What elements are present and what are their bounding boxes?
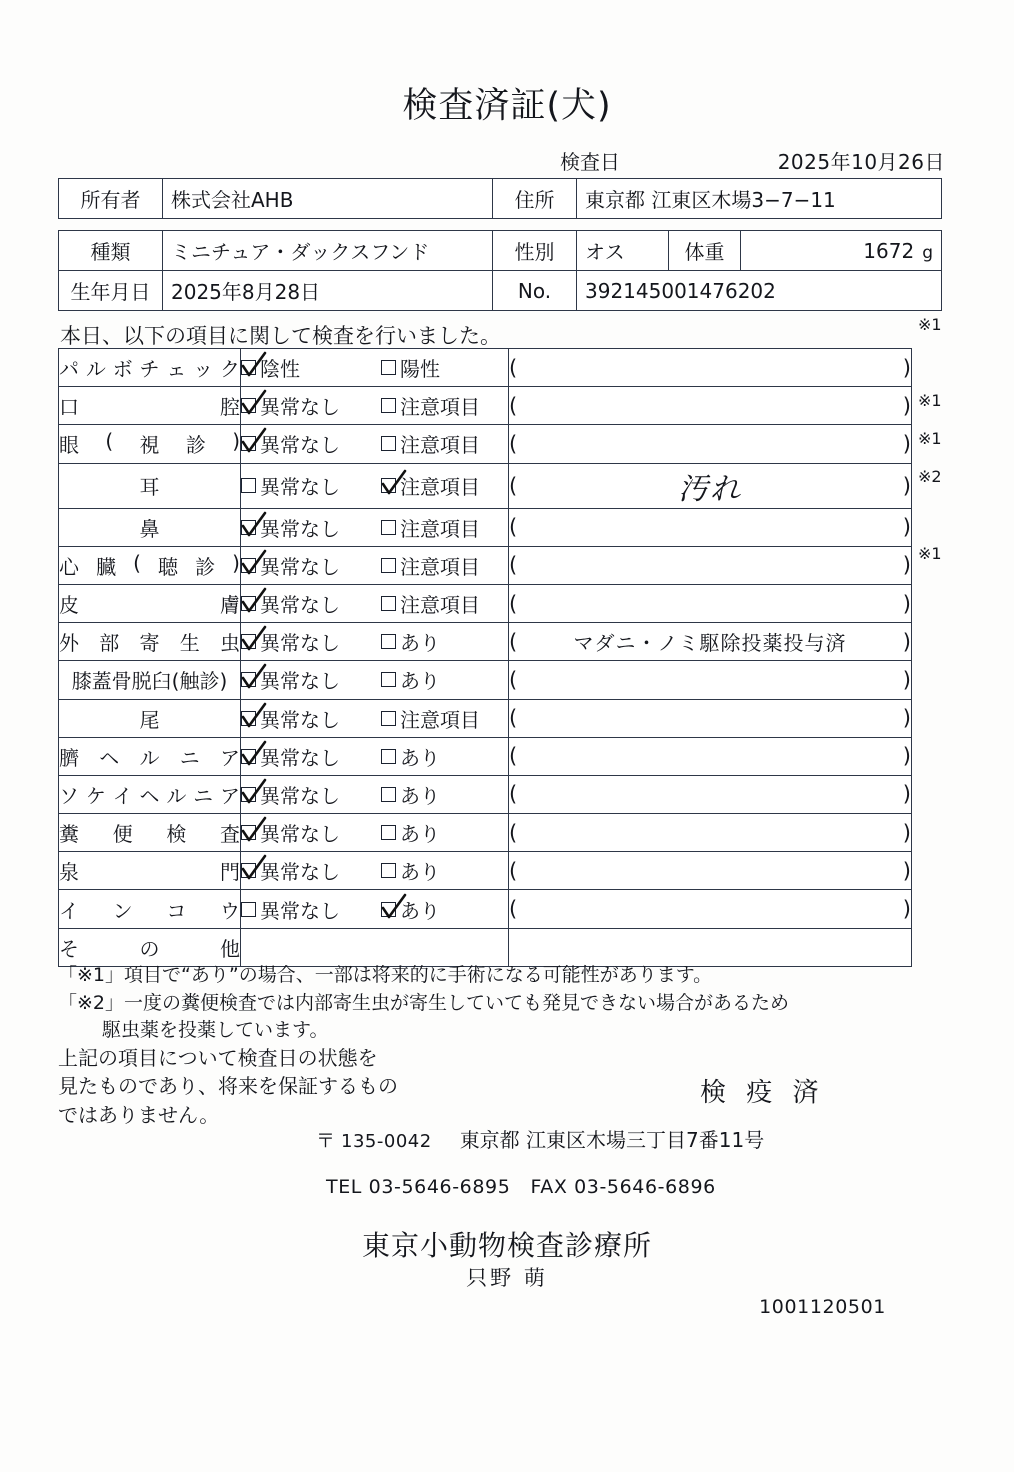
checklist-options xyxy=(241,623,509,661)
animal-info-table xyxy=(58,230,942,311)
checkbox-option-2-label: 注意項目 xyxy=(400,395,480,420)
weight-label: 体重 xyxy=(669,231,741,271)
checkbox-option-2-label: あり xyxy=(400,783,440,808)
paren-close: ) xyxy=(902,744,911,769)
checkbox-option-1[interactable] xyxy=(241,471,381,500)
checklist-note-cell xyxy=(509,814,912,852)
checklist-note-cell xyxy=(509,661,912,699)
no-value: 392145001476202 xyxy=(577,271,942,311)
dob-value: 2025年8月28日 xyxy=(163,271,493,311)
checklist-item-label: イ ン コ ウ xyxy=(59,890,241,928)
asterisk-mark xyxy=(916,76,986,114)
checklist-row xyxy=(59,349,912,387)
asterisk-mark: ※1 xyxy=(918,543,942,563)
inspection-date-label: 検査日 xyxy=(560,150,620,174)
checkbox-option-2-label: 注意項目 xyxy=(400,554,480,579)
note-parentheses xyxy=(509,432,911,456)
checkbox-icon[interactable] xyxy=(241,902,256,917)
checkbox-icon[interactable] xyxy=(381,478,396,493)
checkbox-option-1-label: 陰性 xyxy=(260,357,300,382)
paren-open: ( xyxy=(509,820,518,845)
breed-label: 種類 xyxy=(59,231,163,271)
checklist-row xyxy=(59,852,912,890)
checklist-item-label: ソ ケ イ ヘ ル ニ ア xyxy=(59,775,241,813)
checklist-item-label: 眼 ( 視 診 ) xyxy=(59,425,241,463)
checkbox-option-2-label: あり xyxy=(400,860,440,885)
postal-mark-icon: 〒 xyxy=(316,1130,336,1152)
footnote-2-line-1: 「※2」一度の糞便検査では内部寄生虫が寄生していても発見できない場合があるため xyxy=(58,991,790,1014)
checkbox-icon[interactable] xyxy=(381,825,396,840)
checkbox-option-2[interactable] xyxy=(381,856,440,885)
checkbox-icon[interactable] xyxy=(241,711,256,726)
checkbox-option-1-label: 異常なし xyxy=(260,783,340,808)
checkbox-icon[interactable] xyxy=(241,749,256,764)
checklist-note-cell xyxy=(509,508,912,546)
checklist-note-cell xyxy=(509,623,912,661)
checkbox-icon[interactable] xyxy=(381,749,396,764)
weight-value-cell xyxy=(741,231,942,271)
checkbox-option-2-label: 注意項目 xyxy=(400,475,480,500)
paren-close: ) xyxy=(902,515,911,540)
checklist-note-cell xyxy=(509,463,912,508)
checklist-item-label: 外 部 寄 生 虫 xyxy=(59,623,241,661)
paren-open: ( xyxy=(509,897,518,922)
checkbox-option-2[interactable] xyxy=(381,471,480,500)
checkbox-icon[interactable] xyxy=(241,863,256,878)
note-parentheses xyxy=(509,782,911,806)
paren-close: ) xyxy=(902,667,911,692)
checklist-options xyxy=(241,387,509,425)
checklist-note-cell xyxy=(509,425,912,463)
paren-open: ( xyxy=(509,553,518,578)
checkbox-option-1-label: 異常なし xyxy=(260,822,340,847)
clinic-address-line xyxy=(316,1124,764,1153)
paren-open: ( xyxy=(509,629,518,654)
checklist-row xyxy=(59,928,912,966)
note-parentheses xyxy=(509,706,911,730)
checklist-options xyxy=(241,349,509,387)
checkbox-icon[interactable] xyxy=(381,398,396,413)
paren-open: ( xyxy=(509,591,518,616)
checkbox-icon[interactable] xyxy=(381,863,396,878)
checkbox-option-1-label: 異常なし xyxy=(260,707,340,732)
paren-close: ) xyxy=(902,473,911,498)
checkbox-icon[interactable] xyxy=(241,520,256,535)
checkbox-option-2[interactable] xyxy=(381,391,480,420)
checkbox-option-2-label: 注意項目 xyxy=(400,707,480,732)
note-parentheses xyxy=(509,553,911,577)
checkbox-option-2[interactable] xyxy=(381,627,440,656)
note-parentheses xyxy=(509,592,911,616)
address-label: 住所 xyxy=(493,179,577,219)
checklist-item-label: 尾 xyxy=(59,699,241,737)
checkbox-icon[interactable] xyxy=(381,596,396,611)
note-text: マダニ・ノミ駆除投薬投与済 xyxy=(573,631,847,656)
checkbox-icon[interactable] xyxy=(241,787,256,802)
checklist-options xyxy=(241,463,509,508)
checkbox-option-1-label: 異常なし xyxy=(260,554,340,579)
checkbox-option-1[interactable] xyxy=(241,627,381,656)
checkbox-option-1[interactable] xyxy=(241,353,381,382)
sex-value: オス xyxy=(577,231,669,271)
asterisk-mark: ※1 xyxy=(918,429,942,449)
checkbox-option-1-label: 異常なし xyxy=(260,631,340,656)
paren-open: ( xyxy=(509,355,518,380)
checklist-item-label: 膝蓋骨脱臼(触診) xyxy=(59,661,241,699)
checkbox-option-2[interactable] xyxy=(381,589,480,618)
disclaimer-line-2: 見たものであり、将来を保証するもの xyxy=(58,1074,398,1099)
checklist-item-label: 泉 門 xyxy=(59,852,241,890)
checklist-row xyxy=(59,737,912,775)
checkbox-option-2[interactable] xyxy=(381,551,480,580)
checklist-options xyxy=(241,425,509,463)
checklist-note-cell xyxy=(509,928,912,966)
asterisk-mark: ※1 xyxy=(918,390,942,410)
footnotes xyxy=(58,962,958,1045)
checkbox-icon[interactable] xyxy=(241,436,256,451)
asterisk-mark-column xyxy=(916,0,986,611)
checklist-item-label: 耳 xyxy=(59,463,241,508)
note-parentheses xyxy=(509,744,911,768)
checklist-row xyxy=(59,814,912,852)
weight-value: 1672 xyxy=(863,238,915,263)
checkbox-option-1[interactable] xyxy=(241,429,381,458)
paren-open: ( xyxy=(509,473,518,498)
checkbox-option-2-label: あり xyxy=(400,822,440,847)
checkbox-option-2-label: 注意項目 xyxy=(400,433,480,458)
checkbox-icon[interactable] xyxy=(241,596,256,611)
checklist-row xyxy=(59,463,912,508)
checklist-item-label: 鼻 xyxy=(59,508,241,546)
checklist-options xyxy=(241,928,509,966)
checkbox-option-1-label: 異常なし xyxy=(260,593,340,618)
note-parentheses xyxy=(509,464,911,508)
checkbox-option-1-label: 異常なし xyxy=(260,395,340,420)
checklist-options xyxy=(241,852,509,890)
note-parentheses xyxy=(509,897,911,921)
checkbox-option-2[interactable] xyxy=(381,780,440,809)
checkbox-option-1[interactable] xyxy=(241,665,381,694)
checklist-item-label: そ の 他 xyxy=(59,928,241,966)
paren-open: ( xyxy=(509,393,518,418)
checklist-row xyxy=(59,387,912,425)
asterisk-mark xyxy=(916,229,986,267)
checkbox-option-2-label: 陽性 xyxy=(400,357,440,382)
checkbox-icon[interactable] xyxy=(241,825,256,840)
asterisk-mark xyxy=(916,0,986,38)
paren-close: ) xyxy=(902,553,911,578)
asterisk-mark: ※2 xyxy=(918,467,942,487)
checkbox-option-2[interactable] xyxy=(381,665,440,694)
checkbox-option-1[interactable] xyxy=(241,704,381,733)
checkbox-icon[interactable] xyxy=(241,360,256,375)
checkbox-icon[interactable] xyxy=(381,634,396,649)
clinic-name: 東京小動物検査診療所 xyxy=(361,1229,652,1262)
checklist-options xyxy=(241,546,509,584)
checkbox-icon[interactable] xyxy=(381,711,396,726)
checkbox-option-1-label: 異常なし xyxy=(260,669,340,694)
quarantine-stamp: 検 疫 済 xyxy=(700,1078,825,1108)
checkbox-icon[interactable] xyxy=(241,478,256,493)
checkbox-option-2[interactable] xyxy=(381,353,440,382)
checklist-row xyxy=(59,661,912,699)
paren-close: ) xyxy=(902,591,911,616)
inspection-date-row xyxy=(560,146,945,175)
checklist-note-cell xyxy=(509,775,912,813)
checkbox-option-1[interactable] xyxy=(241,742,381,771)
checkbox-option-1[interactable] xyxy=(241,780,381,809)
checkbox-option-1-label: 異常なし xyxy=(260,860,340,885)
checklist-note-cell xyxy=(509,890,912,928)
checklist-options xyxy=(241,508,509,546)
paren-open: ( xyxy=(509,744,518,769)
checkbox-option-2[interactable] xyxy=(381,513,480,542)
checklist-row xyxy=(59,890,912,928)
checklist-options xyxy=(241,775,509,813)
checkbox-icon[interactable] xyxy=(381,787,396,802)
checkbox-option-2[interactable] xyxy=(381,895,440,924)
asterisk-mark xyxy=(916,496,986,534)
note-parentheses xyxy=(509,515,911,539)
asterisk-mark xyxy=(916,153,986,191)
checkbox-option-1-label: 異常なし xyxy=(260,516,340,541)
checklist-note-cell xyxy=(509,737,912,775)
dob-label: 生年月日 xyxy=(59,271,163,311)
checklist-item-label: 糞 便 検 査 xyxy=(59,814,241,852)
note-parentheses xyxy=(509,821,911,845)
checkbox-icon[interactable] xyxy=(381,436,396,451)
checkbox-option-1[interactable] xyxy=(241,391,381,420)
intro-sentence: 本日、以下の項目に関して検査を行いました。 xyxy=(60,324,501,348)
checklist-options xyxy=(241,890,509,928)
owner-label: 所有者 xyxy=(59,179,163,219)
paren-close: ) xyxy=(902,782,911,807)
paren-close: ) xyxy=(902,393,911,418)
checklist-row xyxy=(59,623,912,661)
document-number: 1001120501 xyxy=(759,1296,886,1318)
asterisk-mark: ※1 xyxy=(918,314,942,334)
checkbox-icon[interactable] xyxy=(241,672,256,687)
checkbox-option-2-label: あり xyxy=(400,898,440,923)
footnote-2-line-2: 駆虫薬を投薬しています。 xyxy=(102,1019,329,1042)
checklist-options xyxy=(241,737,509,775)
asterisk-mark xyxy=(916,267,986,305)
clinic-fax: FAX 03-5646-6896 xyxy=(530,1176,716,1198)
checklist-options xyxy=(241,699,509,737)
breed-value: ミニチュア・ダックスフンド xyxy=(163,231,493,271)
checkbox-option-1[interactable] xyxy=(241,895,381,924)
checklist-note-cell xyxy=(509,852,912,890)
checklist-row xyxy=(59,699,912,737)
paren-close: ) xyxy=(902,355,911,380)
checkbox-option-2[interactable] xyxy=(381,742,440,771)
paren-close: ) xyxy=(902,897,911,922)
checklist-table xyxy=(58,348,912,967)
checklist-note-cell xyxy=(509,546,912,584)
page-title: 検査済証(犬) xyxy=(402,86,612,126)
owner-name-value: 株式会社AHB xyxy=(163,179,493,219)
checkbox-option-2-label: あり xyxy=(400,631,440,656)
checkbox-option-1-label: 異常なし xyxy=(260,433,340,458)
checkbox-option-1[interactable] xyxy=(241,589,381,618)
disclaimer-text xyxy=(58,1044,488,1129)
no-label: No. xyxy=(493,271,577,311)
note-parentheses xyxy=(509,859,911,883)
owner-row xyxy=(59,179,942,219)
checklist-row xyxy=(59,546,912,584)
note-parentheses xyxy=(509,668,911,692)
checkbox-icon[interactable] xyxy=(241,634,256,649)
clinic-contact-line xyxy=(326,1176,716,1198)
checkbox-icon[interactable] xyxy=(381,558,396,573)
checklist-item-label: パ ル ボ チ ェ ッ ク xyxy=(59,349,241,387)
footnote-1: 「※1」項目で“あり”の場合、一部は将来的に手術になる可能性があります。 xyxy=(58,964,713,986)
checkbox-option-1[interactable] xyxy=(241,856,381,885)
checkbox-option-1-label: 異常なし xyxy=(260,898,340,923)
checklist-note-cell xyxy=(509,584,912,622)
paren-close: ) xyxy=(902,706,911,731)
checklist-item-label: 心 臓 ( 聴 診 ) xyxy=(59,546,241,584)
checkbox-option-2[interactable] xyxy=(381,704,480,733)
checkbox-option-2-label: あり xyxy=(400,745,440,770)
asterisk-mark xyxy=(916,38,986,76)
asterisk-mark xyxy=(916,191,986,229)
checklist-row xyxy=(59,425,912,463)
checkbox-option-2-label: あり xyxy=(400,669,440,694)
paren-open: ( xyxy=(509,706,518,731)
disclaimer-line-3: ではありません。 xyxy=(58,1102,220,1127)
checkbox-option-2-label: 注意項目 xyxy=(400,593,480,618)
clinic-address: 東京都 江東区木場三丁目7番11号 xyxy=(459,1128,765,1152)
weight-unit: g xyxy=(922,242,933,263)
checkbox-option-2[interactable] xyxy=(381,429,480,458)
note-parentheses xyxy=(509,356,911,380)
paren-open: ( xyxy=(509,782,518,807)
paren-close: ) xyxy=(902,858,911,883)
checklist-item-label: 皮 膚 xyxy=(59,584,241,622)
checkbox-option-1-label: 異常なし xyxy=(260,475,340,500)
note-text: 汚れ xyxy=(678,471,742,507)
clinic-tel: TEL 03-5646-6895 xyxy=(326,1176,511,1198)
checkbox-option-2-label: 注意項目 xyxy=(400,516,480,541)
inspection-date-value: 2025年10月26日 xyxy=(777,150,945,174)
asterisk-mark xyxy=(916,344,986,382)
checkbox-option-2[interactable] xyxy=(381,818,440,847)
asterisk-mark xyxy=(916,115,986,153)
paren-close: ) xyxy=(902,629,911,654)
note-parentheses xyxy=(509,394,911,418)
checklist-options xyxy=(241,661,509,699)
checklist-options xyxy=(241,814,509,852)
dob-no-row xyxy=(59,271,942,311)
checklist-options xyxy=(241,584,509,622)
checkbox-option-1[interactable] xyxy=(241,513,381,542)
checklist-note-cell xyxy=(509,349,912,387)
checkbox-icon[interactable] xyxy=(381,672,396,687)
asterisk-mark xyxy=(916,573,986,611)
checkbox-icon[interactable] xyxy=(241,398,256,413)
checkbox-option-1[interactable] xyxy=(241,818,381,847)
checklist-note-cell xyxy=(509,699,912,737)
checkbox-icon[interactable] xyxy=(381,360,396,375)
paren-close: ) xyxy=(902,820,911,845)
checklist-row xyxy=(59,584,912,622)
checkbox-icon[interactable] xyxy=(381,902,396,917)
checklist-item-label: 口 腔 xyxy=(59,387,241,425)
checkbox-option-1[interactable] xyxy=(241,551,381,580)
checklist-item-label: 臍 ヘ ル ニ ア xyxy=(59,737,241,775)
note-parentheses xyxy=(509,627,911,656)
paren-open: ( xyxy=(509,431,518,456)
breed-sex-weight-row xyxy=(59,231,942,271)
checkbox-icon[interactable] xyxy=(241,558,256,573)
address-value: 東京都 江東区木場3−7−11 xyxy=(577,179,942,219)
owner-table xyxy=(58,178,942,219)
disclaimer-line-1: 上記の項目について検査日の状態を xyxy=(58,1046,378,1070)
checklist-row xyxy=(59,775,912,813)
checklist-note-cell xyxy=(509,387,912,425)
checkbox-option-1-label: 異常なし xyxy=(260,745,340,770)
checklist-row xyxy=(59,508,912,546)
sex-label: 性別 xyxy=(493,231,577,271)
veterinarian-name: 只野 萌 xyxy=(466,1266,548,1290)
paren-open: ( xyxy=(509,667,518,692)
paren-close: ) xyxy=(902,431,911,456)
checkbox-icon[interactable] xyxy=(381,520,396,535)
paren-open: ( xyxy=(509,858,518,883)
paren-open: ( xyxy=(509,515,518,540)
clinic-zip: 135-0042 xyxy=(341,1131,432,1152)
